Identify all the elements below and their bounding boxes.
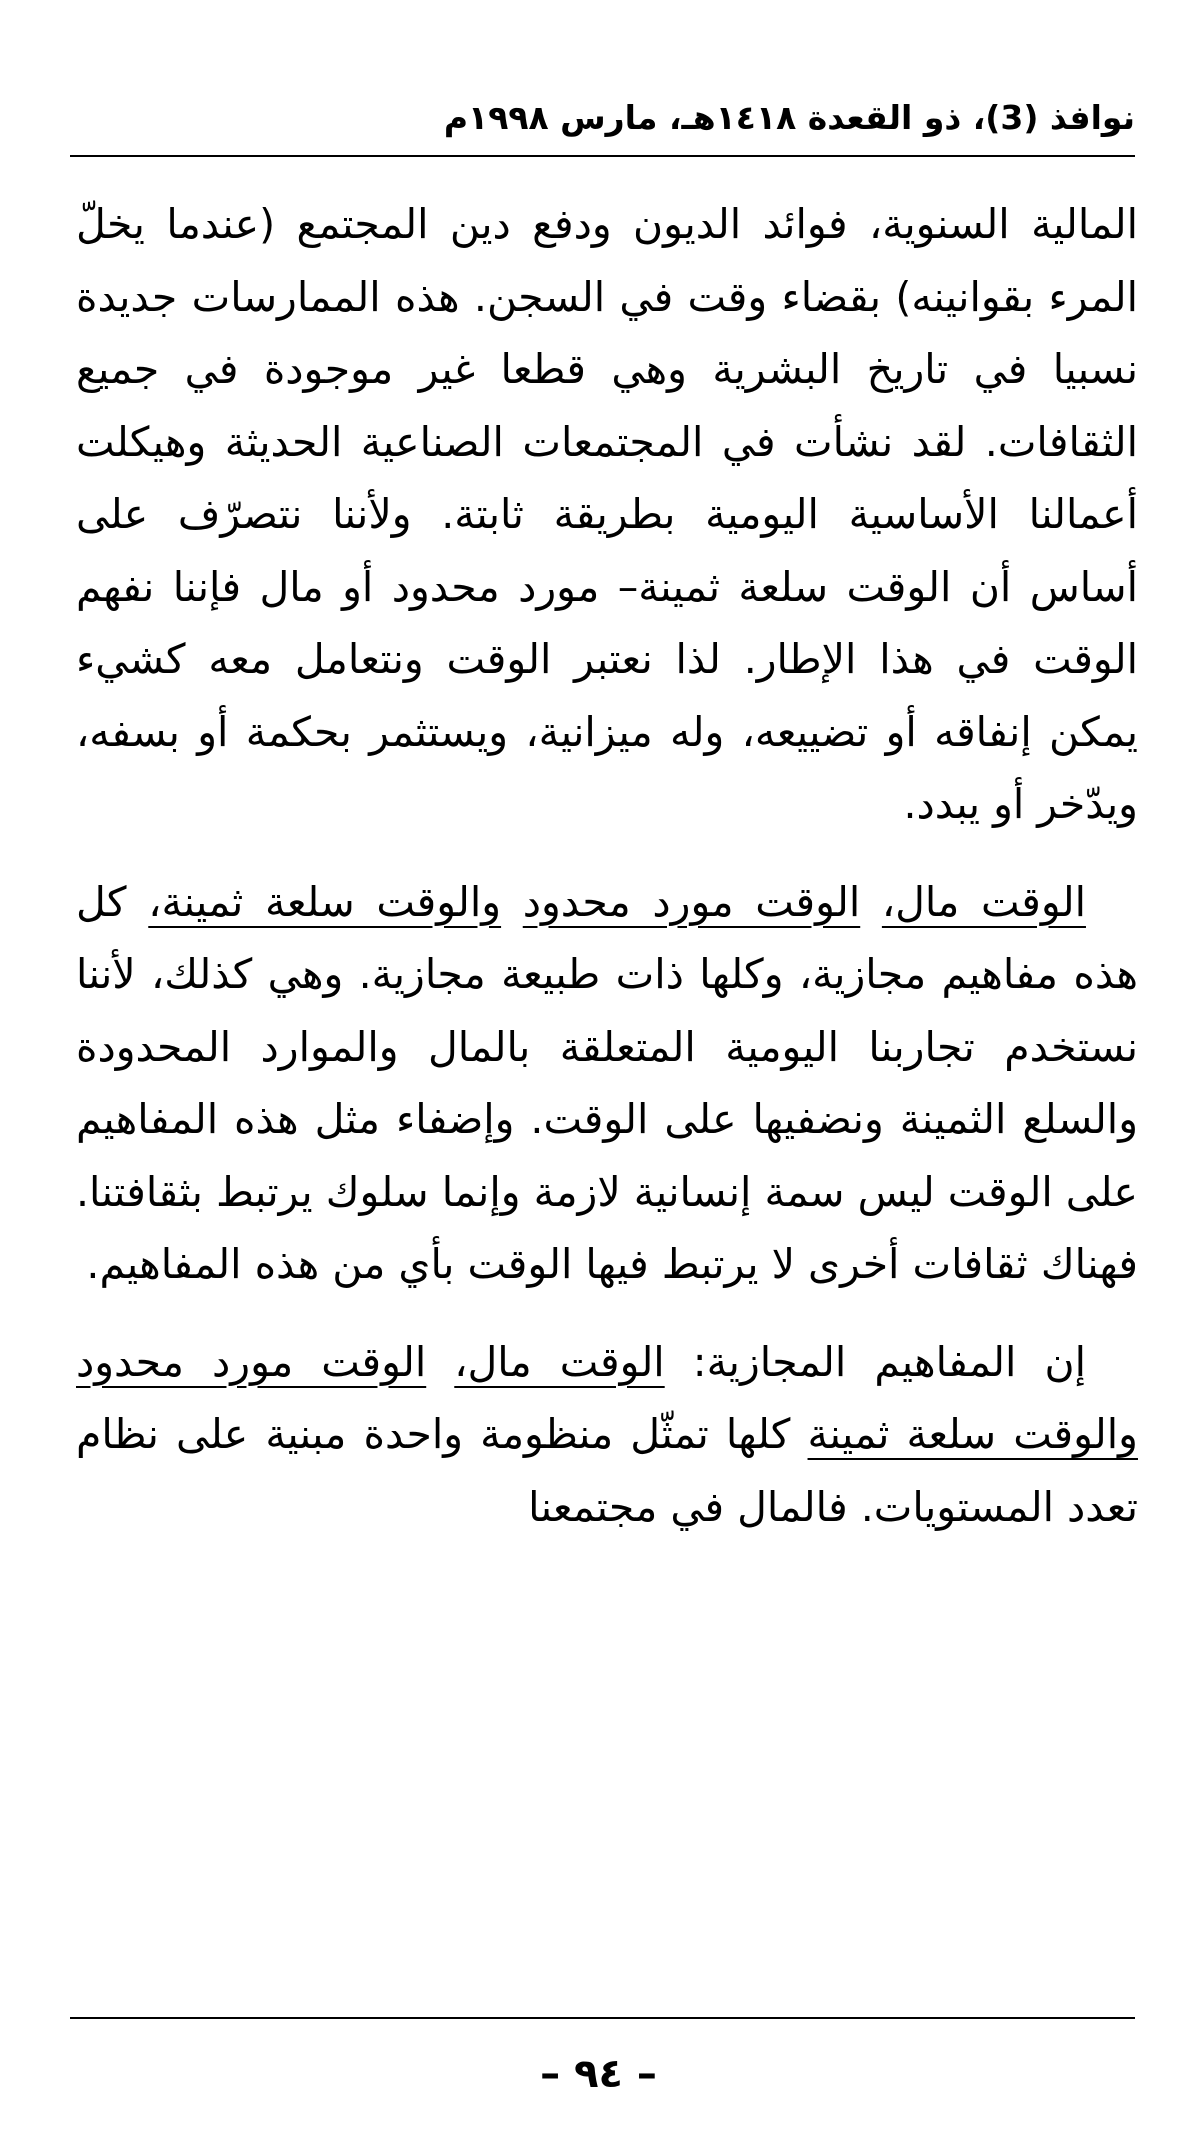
underlined-phrase-valuable-commodity: والوقت سلعة ثمينة — [807, 1410, 1138, 1458]
paragraph-1 — [76, 188, 1138, 841]
underlined-phrase-limited-resource: الوقت مورد محدود — [522, 877, 861, 926]
paragraph-3 — [76, 1326, 1138, 1544]
page-number: – ٩٤ – — [540, 2051, 657, 2097]
article-body — [76, 188, 1138, 1543]
underlined-phrase-time-is-money: الوقت مال، — [454, 1337, 665, 1386]
header-divider — [70, 155, 1135, 157]
paragraph-3-lead: إن المفاهيم المجازية: — [692, 1337, 1086, 1386]
underlined-phrase-limited-resource: الوقت مورد محدود — [76, 1337, 427, 1386]
paragraph-2 — [76, 866, 1138, 1301]
paragraph-3-text: كلها تمثّل منظومة واحدة مبنية على نظام تعدد المستويات. فالمال في مجتمعنا — [76, 1410, 1138, 1531]
paragraph-2-text: كل هذه مفاهيم مجازية، وكلها ذات طبيعة مجازية. وهي كذلك، لأننا نستخدم تجاربنا اليومية المتعلقة بالمال والموارد المحدودة والسلع الثمينة ونضفيها على الوقت. وإضفاء مثل هذه المفاهيم على الوقت ليس سمة إنسانية لازمة وإنما سلوك يرتبط بثقافتنا. فهناك ثقافات أخرى لا يرتبط فيها الوقت بأي من هذه المفاهيم. — [76, 877, 1138, 1288]
running-header: نوافذ (3)، ذو القعدة ١٤١٨هـ، مارس ١٩٩٨م — [443, 98, 1135, 137]
footer-divider — [70, 2017, 1135, 2019]
underlined-phrase-time-is-money: الوقت مال، — [881, 877, 1086, 926]
paragraph-1-text: المالية السنوية، فوائد الديون ودفع دين المجتمع (عندما يخلّ المرء بقوانينه) بقضاء وقت في السجن. هذه الممارسات جديدة نسبيا في تاريخ البشرية وهي قطعا غير موجودة في جميع الثقافات. لقد نشأت في المجتمعات الصناعية الحديثة وهيكلت أعمالنا الأساسية اليومية بطريقة ثابتة. ولأننا نتصرّف على أساس أن الوقت سلعة ثمينة– مورد محدود أو مال فإننا نفهم الوقت في هذا الإطار. لذا نعتبر الوقت ونتعامل معه كشيء يمكن إنفاقه أو تضييعه، وله ميزانية، ويستثمر بحكمة أو بسفه، ويدّخر أو يبدد. — [76, 200, 1138, 828]
underlined-phrase-valuable-commodity: والوقت سلعة ثمينة، — [148, 877, 502, 926]
